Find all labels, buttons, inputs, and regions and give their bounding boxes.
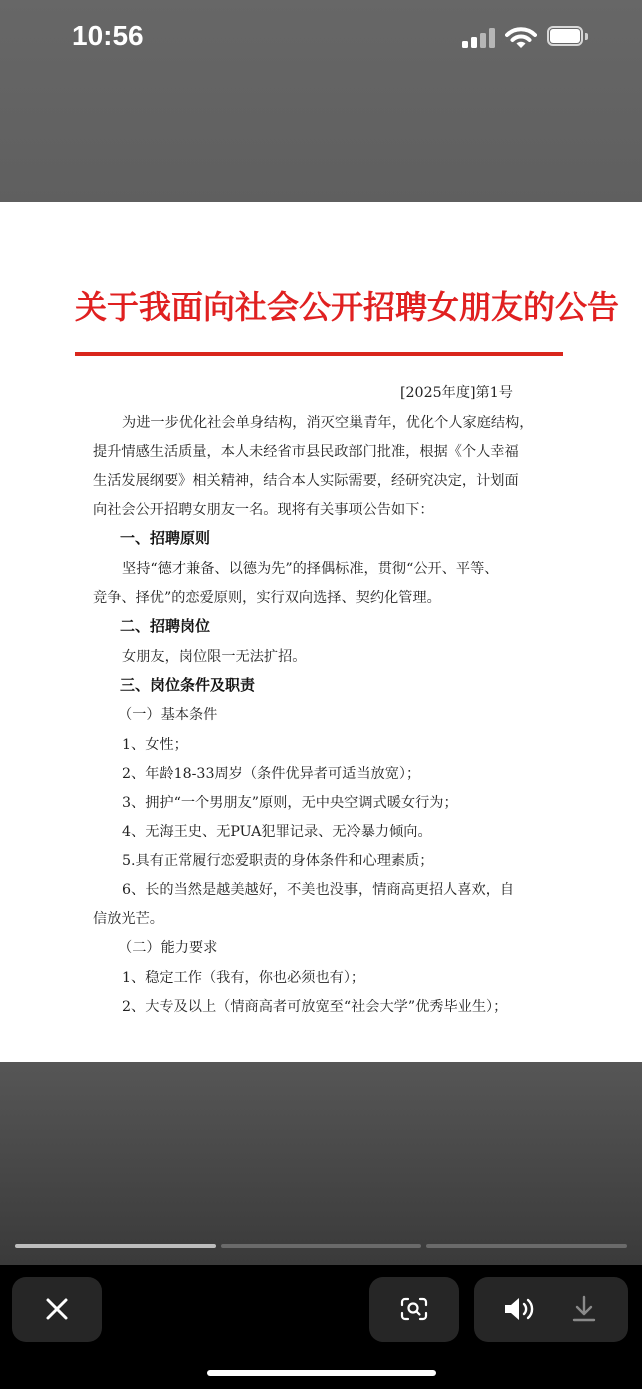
subsection-heading: （一）基本条件 [118,707,218,723]
download-icon[interactable] [570,1293,598,1325]
list-item: 3、拥护“一个男朋友”原则，无中央空调式暖女行为； [122,795,458,811]
list-item: 信放光芒。 [93,911,164,927]
list-item: 1、女性； [122,737,188,753]
page-indicator-segment[interactable] [221,1244,421,1248]
body-line: 竞争、择优”的恋爱原则，实行双向选择、契约化管理。 [93,590,441,606]
list-item: 1、稳定工作（我有，你也必须也有）； [122,970,366,986]
body-line: 为进一步优化社会单身结构，消灭空巢青年，优化个人家庭结构， [122,415,534,431]
list-item: 2、大专及以上（情商高者可放宽至“社会大学”优秀毕业生）； [122,999,508,1015]
list-item: 6、长的当然是越美越好，不美也没事，情商高更招人喜欢，自 [122,882,515,898]
bottom-background [0,1062,642,1265]
visual-lookup-button[interactable] [369,1277,459,1342]
body-line: 女朋友，岗位限一无法扩招。 [122,649,307,665]
red-header-rule [75,352,563,356]
body-line: 提升情感生活质量，本人未经省市县民政部门批准，根据《个人幸福 [93,444,519,460]
document-page[interactable] [0,202,642,1062]
page-indicator-segment[interactable] [426,1244,627,1248]
wifi-icon [505,26,537,50]
cellular-signal-icon [462,28,496,48]
list-item: 2、年龄18-33周岁（条件优异者可适当放宽）； [122,766,421,782]
section-heading: 三、岗位条件及职责 [120,676,256,694]
status-time: 10:56 [72,20,144,51]
visual-lookup-icon [369,1277,459,1342]
document-title: 关于我面向社会公开招聘女朋友的公告 [75,288,620,326]
close-icon [12,1277,102,1342]
list-item: 5.具有正常履行恋爱职责的身体条件和心理素质； [122,853,434,869]
speaker-icon[interactable] [501,1293,537,1325]
section-heading: 二、招聘岗位 [120,617,211,635]
speak-download-group [474,1277,628,1342]
list-item: 4、无海王史、无PUA犯罪记录、无冷暴力倾向。 [122,824,432,840]
section-heading: 一、招聘原则 [120,529,211,547]
subsection-heading: （二）能力要求 [118,940,218,956]
close-button[interactable] [12,1277,102,1342]
document-number: [2025年度]第1号 [400,385,513,401]
battery-icon [547,26,587,48]
body-line: 向社会公开招聘女朋友一名。现将有关事项公告如下： [93,502,434,518]
page-indicator-segment[interactable] [15,1244,216,1248]
body-line: 坚持“德才兼备、以德为先”的择偶标准，贯彻“公开、平等、 [122,561,499,577]
body-line: 生活发展纲要》相关精神，结合本人实际需要，经研究决定，计划面 [93,473,519,489]
home-indicator[interactable] [207,1370,436,1376]
